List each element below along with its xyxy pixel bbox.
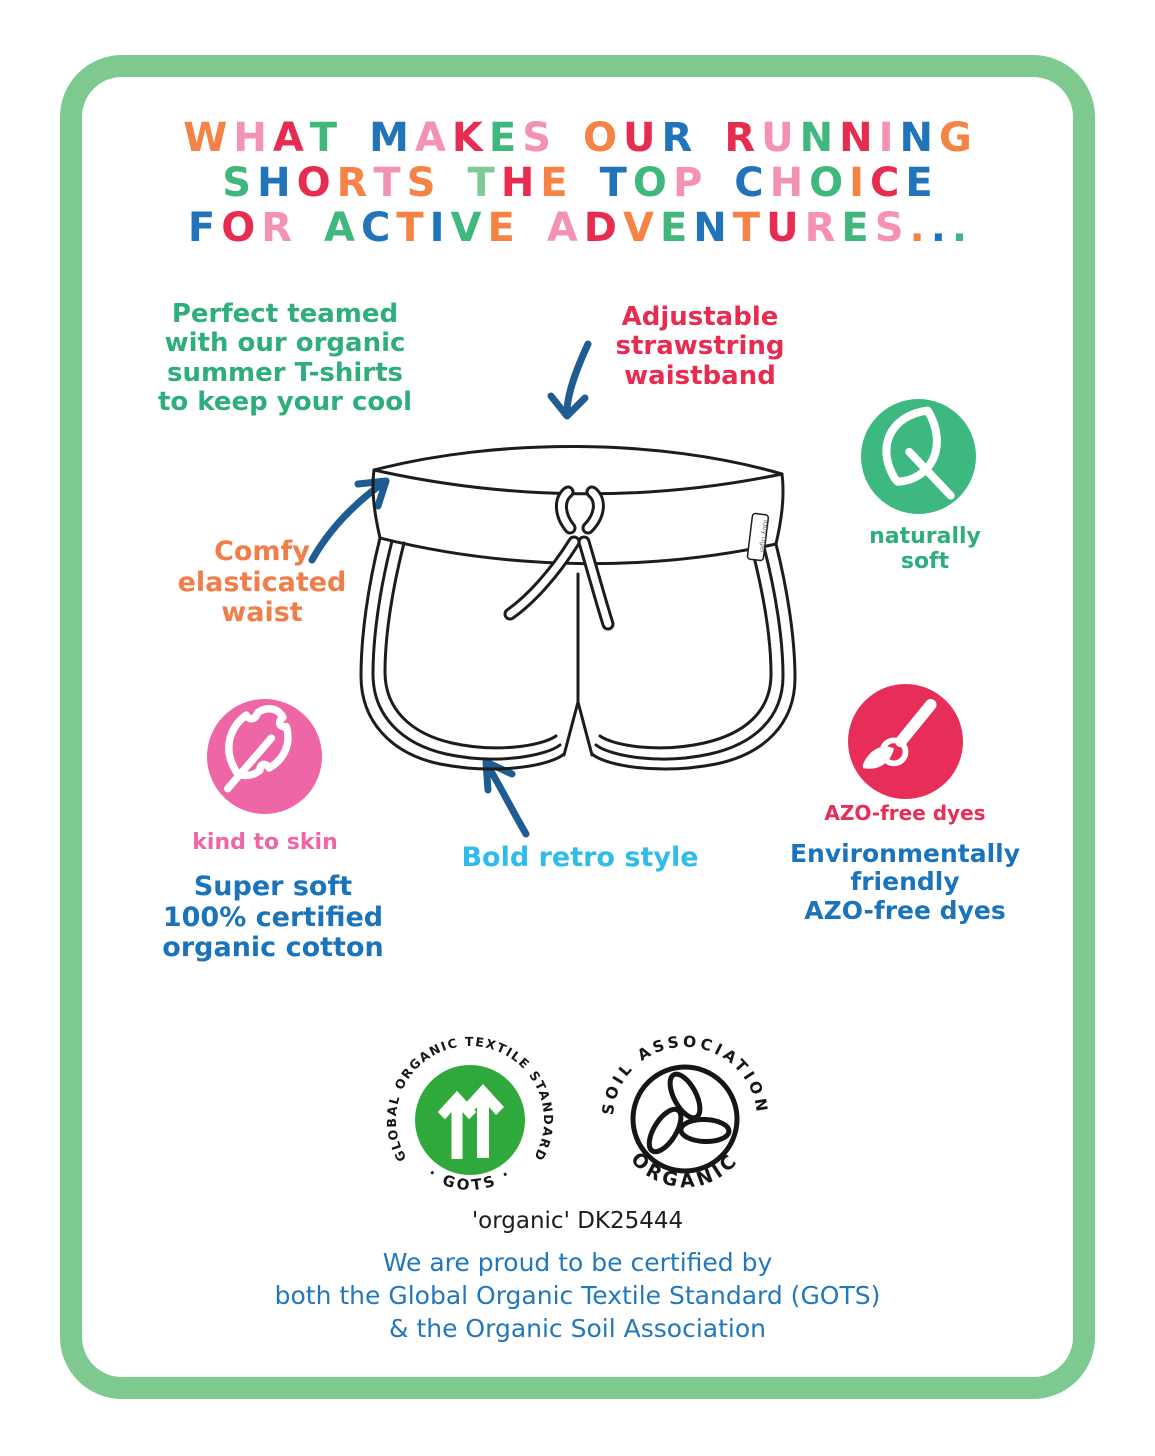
callout-bold-retro-style: Bold retro style	[461, 842, 699, 873]
headline-line-2: S H O R T S T H E T O P C H O I C E	[222, 160, 933, 206]
callout-line: friendly	[850, 867, 960, 897]
leaf-icon	[861, 399, 976, 514]
shorts-illustration	[358, 424, 798, 776]
callout-line: strawstring	[615, 331, 785, 362]
callout-line: AZO-free dyes	[804, 895, 1006, 925]
callout-line: Environmentally	[789, 839, 1021, 868]
soil-arc-bottom-text: ORGANIC	[626, 1148, 744, 1193]
soil-knot-icon	[633, 1067, 737, 1171]
callout-line: to keep your cool	[157, 387, 413, 418]
gots-arc-bottom-text: · GOTS ·	[424, 1163, 516, 1195]
callout-line: 100% certified	[162, 901, 384, 933]
callout-line: elasticated	[177, 566, 347, 598]
callout-line: waist	[221, 597, 303, 628]
brand-tag-label: Toby tiger	[757, 518, 771, 554]
statement-line: We are proud to be certified by	[382, 1248, 773, 1277]
callout-line: Comfy	[214, 536, 310, 567]
gots-logo	[380, 1030, 560, 1210]
callout-organic-cotton	[123, 872, 423, 964]
naturally-soft-badge	[861, 399, 976, 514]
naturally-soft-label: naturally soft	[869, 524, 981, 574]
paintbrush-icon	[848, 684, 963, 799]
kind-to-skin-label: kind to skin	[192, 830, 338, 855]
license-number: 'organic' DK25444	[471, 1208, 684, 1234]
soil-arc-top-text: SOIL ASSOCIATION	[598, 1032, 772, 1117]
azo-free-badge	[848, 684, 963, 799]
kind-to-skin-badge	[207, 699, 322, 814]
gots-green-circle	[415, 1065, 525, 1175]
feather-icon	[207, 699, 322, 814]
callout-line: Adjustable	[621, 302, 779, 332]
headline-line-3: F O R A C T I V E A D V E N T U R E S . . .	[187, 205, 968, 251]
statement-line: & the Organic Soil Association	[389, 1314, 766, 1343]
callout-drawstring-waistband	[583, 303, 817, 391]
gots-arc-top-text: GLOBAL ORGANIC TEXTILE STANDARD	[383, 1034, 557, 1165]
headline-line-1: W H A T M A K E S O U R R U N N I N G	[183, 115, 972, 161]
headline	[0, 116, 1155, 251]
callout-line: Super soft	[193, 871, 353, 902]
callout-azo-free	[773, 840, 1037, 925]
arrow-down-to-waistband-icon	[540, 338, 610, 423]
callout-line: waistband	[624, 360, 776, 391]
callout-line: organic cotton	[162, 932, 384, 963]
statement-line: both the Global Organic Textile Standard (GOTS)	[274, 1281, 881, 1310]
azo-free-label: AZO-free dyes	[824, 801, 986, 825]
soil-association-logo	[598, 1032, 773, 1207]
callout-line: summer T-shirts	[166, 357, 403, 388]
callout-perfect-teamed	[140, 300, 430, 418]
callout-line: Perfect teamed	[171, 299, 399, 329]
certification-statement	[0, 1246, 1155, 1345]
svg-text:SOIL ASSOCIATION	[599, 1033, 771, 1117]
callout-line: with our organic	[164, 328, 406, 359]
